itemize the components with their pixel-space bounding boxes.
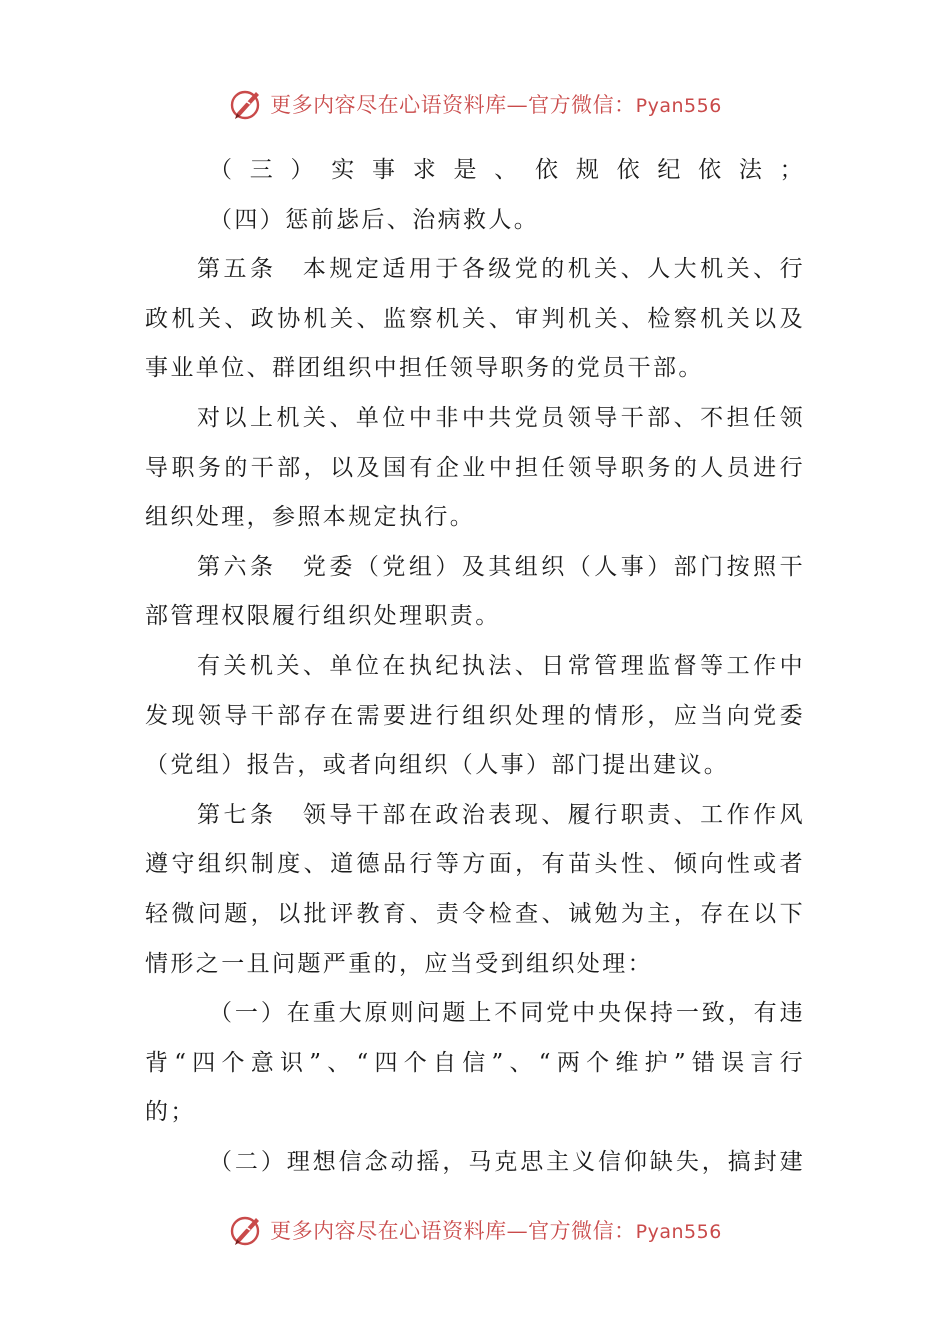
banner-text <box>270 89 722 119</box>
banner-wechat-id: Pyan556 <box>635 1221 722 1243</box>
text-line: 第七条 领导干部在政治表现、履行职责、工作作风 <box>197 801 805 828</box>
banner-slogan: 更多内容尽在心语资料库—官方微信： <box>270 93 636 117</box>
text-line: 背“四个意识”、“四个自信”、“两个维护”错误言行 <box>145 1049 805 1076</box>
banner-wechat-id: Pyan556 <box>635 95 722 117</box>
text-line: 有关机关、单位在执纪执法、日常管理监督等工作中 <box>197 652 805 679</box>
header-banner <box>0 84 950 124</box>
text-line: 第六条 党委（党组）及其组织（人事）部门按照干 <box>197 553 805 580</box>
footer-banner <box>0 1210 950 1250</box>
text-line: 遵守组织制度、道德品行等方面，有苗头性、倾向性或者 <box>145 851 805 878</box>
banner-text <box>270 1215 722 1245</box>
text-line: 发现领导干部存在需要进行组织处理的情形，应当向党委 <box>145 702 805 729</box>
text-line: （党组）报告，或者向组织（人事）部门提出建议。 <box>145 752 730 779</box>
text-line: （四）惩前毖后、治病救人。 <box>209 206 540 233</box>
text-line: 组织处理，参照本规定执行。 <box>145 504 476 531</box>
pen-logo-icon <box>228 1212 264 1248</box>
text-line: 轻微问题，以批评教育、责令检查、诫勉为主，存在以下 <box>145 900 805 927</box>
text-line: （一）在重大原则问题上不同党中央保持一致，有违 <box>209 1000 805 1027</box>
document-body <box>145 146 805 1187</box>
text-line: 情形之一且问题严重的，应当受到组织处理： <box>145 950 653 977</box>
text-line: 第五条 本规定适用于各级党的机关、人大机关、行 <box>197 256 805 283</box>
text-line: 对以上机关、单位中非中共党员领导干部、不担任领 <box>197 404 805 431</box>
text-line: 部管理权限履行组织处理职责。 <box>145 603 501 630</box>
text-line: 导职务的干部，以及国有企业中担任领导职务的人员进行 <box>145 454 805 481</box>
text-line: （三）实事求是、依规依纪依法； <box>209 157 805 183</box>
text-line: 政机关、政协机关、监察机关、审判机关、检察机关以及 <box>145 305 805 332</box>
text-line: （二）理想信念动摇，马克思主义信仰缺失，搞封建 <box>209 1148 805 1175</box>
banner-slogan: 更多内容尽在心语资料库—官方微信： <box>270 1219 636 1243</box>
pen-logo-icon <box>228 86 264 122</box>
text-line: 的； <box>145 1099 196 1126</box>
text-line: 事业单位、群团组织中担任领导职务的党员干部。 <box>145 355 704 382</box>
